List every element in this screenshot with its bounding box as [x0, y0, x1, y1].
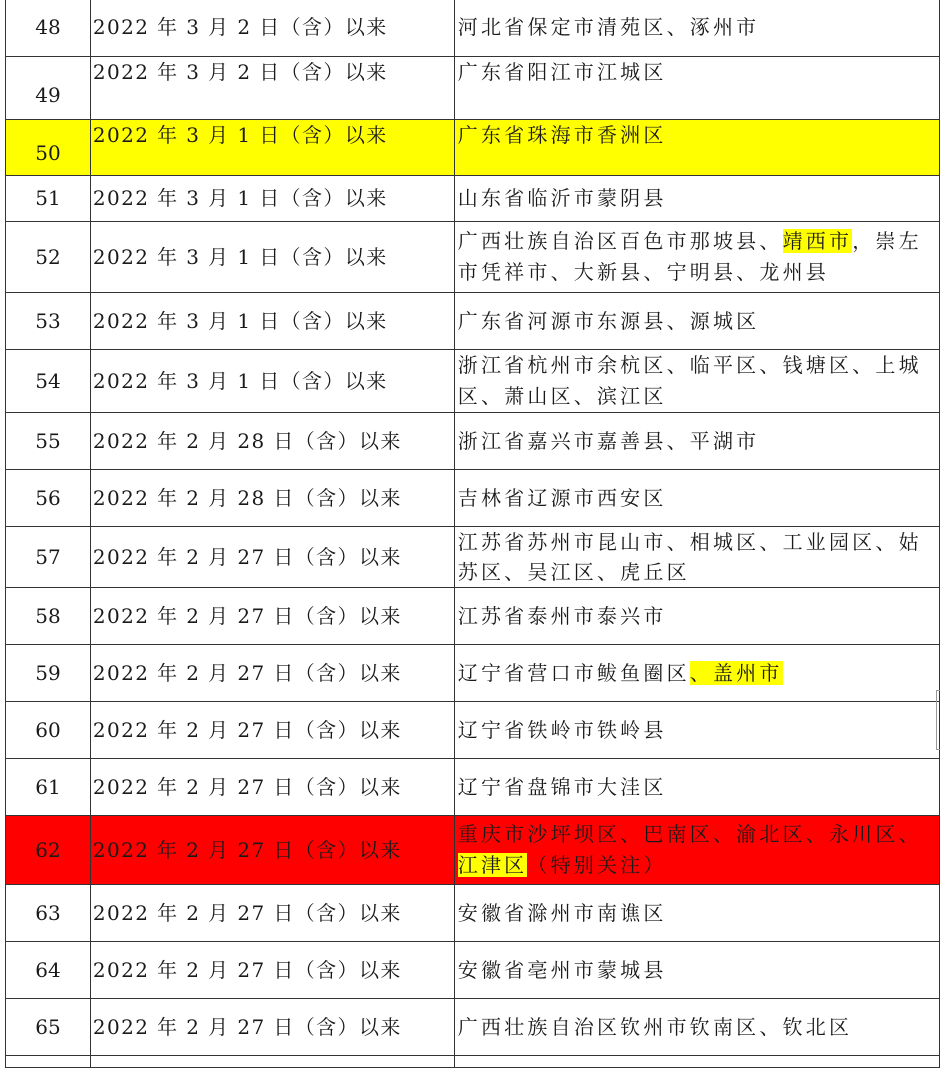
row-number: 50 — [6, 120, 91, 176]
date-cell: 2022 年 2 月 27 日（含）以来 — [90, 645, 454, 702]
table-row — [6, 293, 940, 350]
row-number: 59 — [6, 645, 91, 702]
area-cell: 安徽省亳州市蒙城县 — [454, 942, 939, 999]
row-number: 53 — [6, 293, 91, 350]
date-cell: 2022 年 2 月 27 日（含）以来 — [90, 816, 454, 885]
area-cell: 吉林省辽源市西安区 — [454, 470, 939, 527]
row-number: 55 — [6, 413, 91, 470]
row-number: 57 — [6, 527, 91, 588]
area-cell: 浙江省嘉兴市嘉善县、平湖市 — [454, 413, 939, 470]
date-cell: 2022 年 3 月 1 日（含）以来 — [90, 120, 454, 176]
area-cell: 河北省保定市清苑区、涿州市 — [454, 0, 939, 57]
table-row — [6, 222, 940, 293]
area-cell: 江苏省苏州市昆山市、相城区、工业园区、姑苏区、吴江区、虎丘区 — [454, 527, 939, 588]
row-number: 63 — [6, 885, 91, 942]
date-cell: 2022 年 2 月 27 日（含）以来 — [90, 702, 454, 759]
date-cell: 2022 年 3 月 2 日（含）以来 — [90, 0, 454, 57]
date-cell: 2022 年 3 月 1 日（含）以来 — [90, 222, 454, 293]
area-cell: 江苏省泰州市泰兴市 — [454, 588, 939, 645]
row-number: 61 — [6, 759, 91, 816]
row-number: 51 — [6, 176, 91, 222]
table-row — [6, 57, 940, 120]
area-text: 广西壮族自治区百色市那坡县、 — [457, 229, 783, 253]
row-number: 52 — [6, 222, 91, 293]
table-row — [6, 0, 940, 57]
row-number: 60 — [6, 702, 91, 759]
area-cell: 浙江省杭州市余杭区、临平区、钱塘区、上城区、萧山区、滨江区 — [454, 350, 939, 413]
area-cell: 辽宁省盘锦市大洼区 — [454, 759, 939, 816]
row-number: 58 — [6, 588, 91, 645]
date-cell: 2022 年 3 月 1 日（含）以来 — [90, 176, 454, 222]
date-cell: 2022 年 2 月 28 日（含）以来 — [90, 470, 454, 527]
risk-area-table — [5, 0, 940, 1068]
table-row — [6, 702, 940, 759]
area-cell: 广东省珠海市香洲区 — [454, 120, 939, 176]
table-row — [6, 885, 940, 942]
date-cell: 2022 年 2 月 27 日（含）以来 — [90, 942, 454, 999]
date-cell: 2022 年 2 月 27 日（含）以来 — [90, 999, 454, 1056]
row-number — [6, 1056, 91, 1068]
table-row — [6, 527, 940, 588]
row-number: 65 — [6, 999, 91, 1056]
row-number: 56 — [6, 470, 91, 527]
area-text: 辽宁省营口市鲅鱼圈区 — [457, 660, 690, 685]
page-edge-marker — [936, 690, 940, 750]
area-cell — [454, 222, 939, 293]
row-number: 48 — [6, 0, 91, 57]
date-cell: 2022 年 3 月 2 日（含）以来 — [90, 57, 454, 120]
date-cell: 2022 年 2 月 27 日（含）以来 — [90, 759, 454, 816]
area-cell — [454, 1056, 939, 1068]
area-cell: 安徽省滁州市南谯区 — [454, 885, 939, 942]
area-text: 重庆市沙坪坝区、巴南区、渝北区、永川区、 — [457, 822, 922, 846]
date-cell — [90, 1056, 454, 1068]
table-row — [6, 350, 940, 413]
date-cell: 2022 年 2 月 27 日（含）以来 — [90, 527, 454, 588]
date-cell: 2022 年 2 月 28 日（含）以来 — [90, 413, 454, 470]
area-text: （特别关注） — [527, 853, 667, 877]
area-highlight: 江津区 — [457, 853, 528, 877]
area-highlight: 靖西市 — [782, 229, 853, 253]
row-number: 54 — [6, 350, 91, 413]
table-row — [6, 470, 940, 527]
table-row — [6, 645, 940, 702]
date-cell: 2022 年 3 月 1 日（含）以来 — [90, 350, 454, 413]
table-row — [6, 759, 940, 816]
row-number: 49 — [6, 57, 91, 120]
table-row — [6, 942, 940, 999]
row-number: 62 — [6, 816, 91, 885]
date-cell: 2022 年 2 月 27 日（含）以来 — [90, 885, 454, 942]
table-row-special-attention — [6, 816, 940, 885]
area-highlight: 、盖州市 — [689, 660, 783, 685]
date-cell: 2022 年 3 月 1 日（含）以来 — [90, 293, 454, 350]
table-row-partial — [6, 1056, 940, 1068]
table-row — [6, 588, 940, 645]
area-cell — [454, 645, 939, 702]
date-cell: 2022 年 2 月 27 日（含）以来 — [90, 588, 454, 645]
area-cell: 广东省河源市东源县、源城区 — [454, 293, 939, 350]
area-cell: 辽宁省铁岭市铁岭县 — [454, 702, 939, 759]
area-cell: 广东省阳江市江城区 — [454, 57, 939, 120]
area-cell: 山东省临沂市蒙阴县 — [454, 176, 939, 222]
area-cell: 广西壮族自治区钦州市钦南区、钦北区 — [454, 999, 939, 1056]
row-number: 64 — [6, 942, 91, 999]
area-cell — [454, 816, 939, 885]
table-row — [6, 999, 940, 1056]
table-row-highlighted — [6, 120, 940, 176]
table-row — [6, 413, 940, 470]
table-row — [6, 176, 940, 222]
area-text: ，崇左市凭祥市、大新县、宁明县、龙州县 — [457, 229, 922, 284]
